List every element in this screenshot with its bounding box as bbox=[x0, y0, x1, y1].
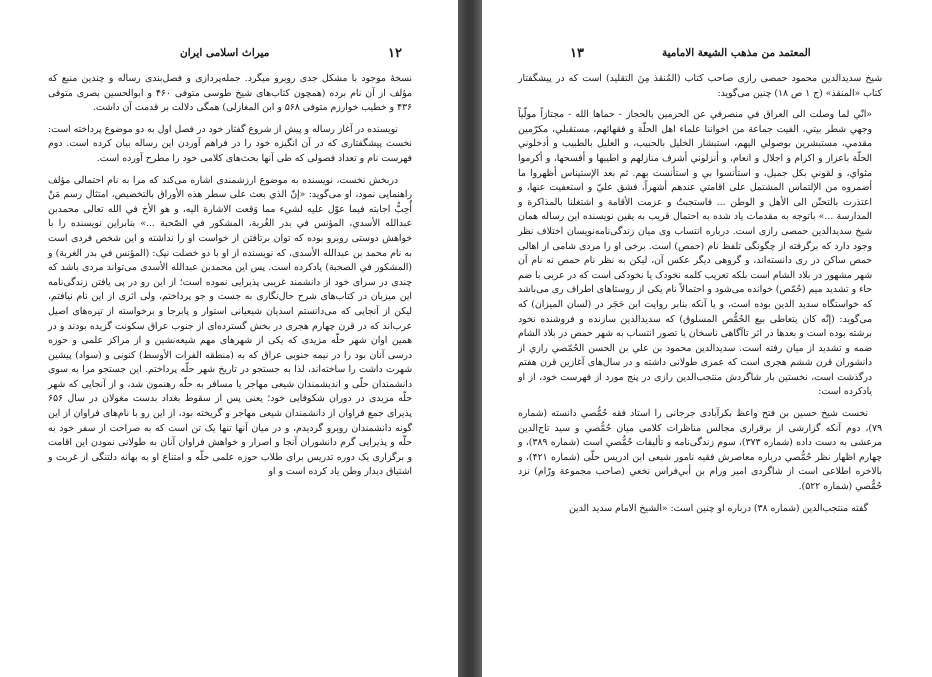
right-paragraph-1: شیخ سدیدالدین محمود حمصی رازی صاحب کتاب (المُنقذ مِنَ التقليد) است که در پیشگفتار کتاب «المنقذ» (ج ۱ ص ۱۸) چنین می‌گوید: bbox=[518, 73, 882, 99]
right-page-body bbox=[518, 72, 882, 523]
left-page bbox=[0, 0, 458, 677]
book-gutter bbox=[458, 0, 482, 677]
left-page-header-title: میراث اسلامی ایران bbox=[180, 47, 270, 59]
right-paragraph-4: گفته منتجب‌الدین (شماره ۳۸) درباره او چنین است: «الشيخ الامام سدید الدين bbox=[568, 502, 868, 514]
right-page-header-title: المعتمد من مذهب الشيعة الامامية bbox=[662, 47, 811, 59]
left-page-number: ۱۲ bbox=[388, 46, 402, 61]
left-paragraph-2: نویسنده در آغاز رساله و پیش از شروع گفتار خود در فصل اول به دو موضوع پرداخته است: نخست پیشگفتاری که در آن انگیزه خود را در فراهم آوردن این رساله بیان کرده است. دوم فهرست نام و تعداد فصولی که طی آنها بحث‌های کلامی خود را مطرح آورده است. bbox=[48, 123, 412, 164]
left-page-body bbox=[48, 72, 412, 487]
right-page bbox=[482, 0, 932, 677]
right-page-number: ۱۳ bbox=[570, 46, 584, 61]
right-paragraph-2: «انّي لما وصلت الى العراق في منصرفي عن الحرمين بالحجاز - حماها الله - مجتازاً مولّياً وجهي شطر بيتي، الفيت جماعة من اخواننا علماء اهل الحلّة و فقهائهم، مستقبلي، مكرّمين مقدمي، مستبشرين بوصولي اليهم، استبشار الخليل بالحبيب، و العليل بالطبيب و أدخلوني الحلّة باعزاز و اكرام و اجلال و انعام، و أنزلوني أشرف منازلهم و اطيبها و أفسحها، و أكرموا مثواي، و لقوني بكل جميل، و استأنسوا بي و استأنست بهم. ثم بعد الإستيناس أظهروا ما أضمروه من الإلتماس المشتمل على اقامتي عندهم أشهراً، فشق عليّ و استعفيت عنها، و اعتذرت بالتحنّن الى الأهل و الوطن ... فاستجبتُ و عزمت الأقامة و اشتغلنا بالمذاكرة و المدارسة ...» باتوجه به مقدمات یاد شده به احتمال قریب به یقین نویسنده این رساله همان شیخ سدیدالدین حمصی رازی است. درباره انتساب وی میان زندگی‌نامه‌نویسان اختلاف نظر وجود دارد که برگرفته از چگونگی تلفظ نام (حمص) است. برخی او را مردی شامی از اهالی حمص ساکن در ری دانسته‌اند، و گروهی دیگر عکس آن، لیکن به نظر نام حمص نه نام آن شهر مشهور در بلاد الشام است بلکه تعریب کلمه نخودک یا نخودکی است که در عربی با ضم حاء و تشدید میم (حُمّص) خوانده می‌شود و احتمالاً نام یکی از روستاهای اطراف ری می‌باشد که خواستگاه سدید الدین بوده است، و یا آنکه بنابر روایت ابن حَجَر در (لسان الميزان) که می‌گوید: (إنّه كان يتعاطى بيع الحُمُّص المسلوق) که سدیدالدین سازنده و فروشنده نخود برشته بوده است و بعدها در اثر تاآگاهی ناسخان یا تصور انتساب به شهر حمص در بلاد الشام ضمه و تشدید از میان رفته است. سدیدالدین محمود بن علي بن الحسن الحُمّصي رازي از دانشوران قرن ششم هجری است که عمری طولانی داشته و در سال‌های آغازین قرن هفتم درگذشت است، نخستین بار شاگردش منتجب‌الدین رازی در پنج مورد از فهرست خود، از او یادکرده است: bbox=[518, 109, 872, 398]
left-paragraph-3: دربخش نخست، نویسنده به موضوع ارزشمندی اشاره می‌کند که مرا به نام احتمالی مؤلف راهنمایی نمود، او می‌گوید: «إنّ الذي بعث على سطر هذه الأوراق بالتخصيص، امتثال رسم مَنْ أُحِبُّ اجابته فيما عوّل عليه لشيء مما وَقعت الاشارة اليه، و هو الأخ في الله تعالى محمدبن عبدالله الأسدي، المؤنس في بدر الغُربة، المشكور في الصّحبة ...» بنابراین نویسنده را با خواهش دوستی روبرو بوده که توان برتافتن از خواست او را نداشته و این شخص فردی است به نام محمد بن عبدالله الأسدی، که نویسنده از او با دو خصلت نیک: (المؤنس في بدر الغربة) و (المشكور في الصحبة) یادکرده است. پس این محمدبن عبدالله الأسدی می‌تواند مردی باشد که چندی در سرای خود از دانشمند غریبی پذیرایی نموده است؛ از این رو در پی یافتن زندگی‌نامه این میزبان در کتاب‌های شرح حال‌نگاری به جست و جو پرداختم، ولی اثری از این نام نیافتم، لیکن از آنجایی که می‌دانستم اسدیان شیعیانی استوار و پابرجا و برخواسته از تیره‌های اصیل عرب‌اند که در قرن چهارم هجری در بخش گسترده‌ای از جنوب عراق سکونت گزیده بودند و در همین اوان شهر حلّه مزیدی که یکی از شهرهای مهم شیعه‌نشین و از مراکز علمی و حوزه درسی آنان بود را در نیمه جنوبی عراق که به (منطقه الفرات الأوسط) کنونی و (سواد) پیشین شهرت داشت را ساخته‌اند، لذا به جستجو در تاریخ شهر حلّه پرداختم. این جستجو مرا به سوی دانشمندان حلّی و اندیشمندان شیعی مهاجر یا مسافر به حلّه رهنمون شد، و از آنجایی که شهر حلّه مزیدی در دوران شکوفایی خود؛ یعنی پس از سقوط بغداد بدست مغولان در سال ۶۵۶ پذیرای جمع فراوان از دانشمندان شیعی مهاجر و گریخته بود، از این رو با نام‌های فراوان از این گونه دانشمندان روبرو گردیدم، و در میان آنها تنها یک تن است که به صراحت از سفر خود به حلّه و پذیرایی گرم دانشوران آنجا و اصرار و خواهش فراوان آنان به طولانی نمودن این اقامت و برگزاری یک دوره تدریس برای طلاب حوزه علمی حلّه و امتناع او به بهانه دلتنگی از غربت و اشتیاق دیدار وطن یاد کرده است و او bbox=[48, 174, 412, 478]
left-paragraph-1: نسخهٔ موجود با مشکل جدی روبرو میگرد. جمله‌پردازی و فصل‌بندی رساله و چندین منبع که مؤلف از آن نام برده (همچون کتاب‌های شیخ طوسی متوفی ۴۶۰ و ابوالحسین بصری متوفی ۴۳۶ و خطیب خوارزم متوفی ۵۶۸ و ابن المغازلی) همگی دلالت بر قدمت آن داشت. bbox=[48, 73, 412, 114]
right-paragraph-3: نخست شیخ حسین بن فتح واعظ بکرآبادی جرجانی را استاد فقه حُمُّصي دانسته (شماره ۷۹)، دوم آنکه گزارشی از برقراری مجالس مناظرات کلامی میان حُمُّصي و سید تاج‌الدین مرعشی به دست داده (شماره ۳۷۳)، سوم زندگی‌نامه و تألیفات حُمُّصي است (شماره ۳۸۹)، و چهارم اظهار نظر حُمُّصي درباره معاصرش فقیه نامور شیعی ابن ادریس حلّی (شماره ۴۲۱)، و بالاخره اطلاعی است از شاگردی امیر ورام بن أبي‌فراس نخعي (صاحب مجموعة ورّام) نزد حُمُّصي (شماره ۵۲۲). bbox=[518, 408, 883, 493]
